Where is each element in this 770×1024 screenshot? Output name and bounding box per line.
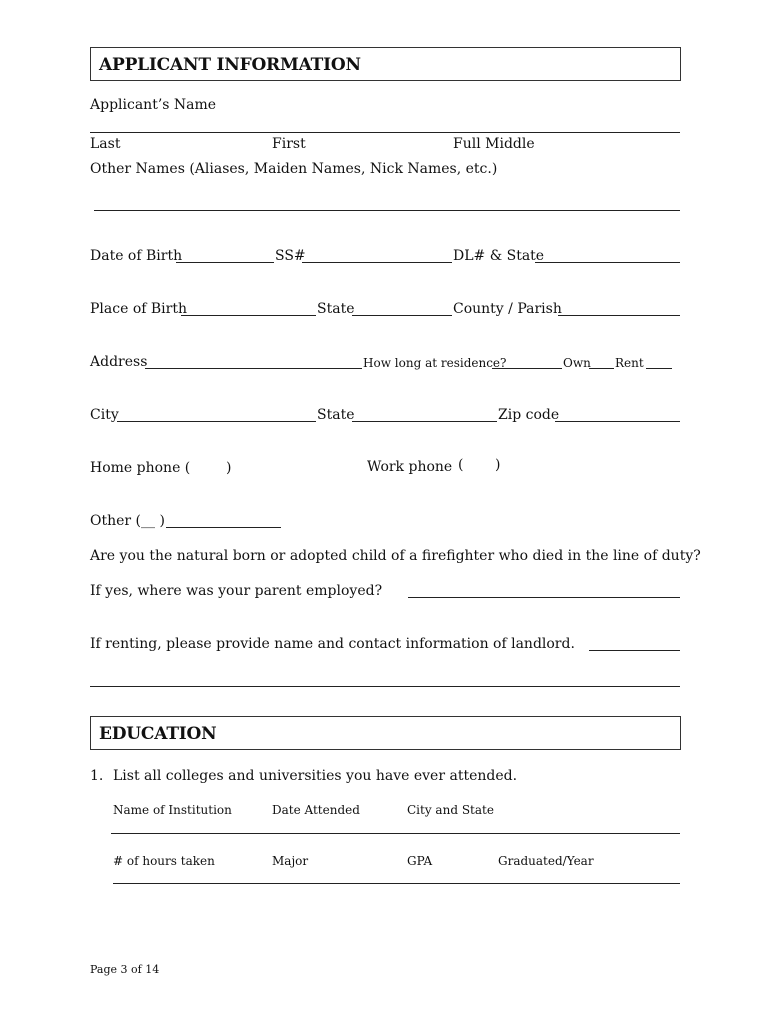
if-renting-label: If renting, please provide name and contact information of landlord.: [90, 636, 575, 652]
first-label: First: [272, 136, 306, 152]
other-names-label: Other Names (Aliases, Maiden Names, Nick Names, etc.): [90, 161, 498, 177]
education-row-line-1[interactable]: [111, 833, 680, 834]
dob-field[interactable]: [176, 262, 274, 263]
other-phone-label: Other (__ ): [90, 513, 165, 529]
state-field[interactable]: [352, 315, 452, 316]
parent-employer-field[interactable]: [408, 597, 680, 598]
if-yes-label: If yes, where was your parent employed?: [90, 583, 383, 599]
how-long-field[interactable]: [492, 368, 562, 369]
ss-label: SS#: [275, 248, 306, 264]
city-state-label: State: [317, 407, 355, 423]
work-phone-close: ): [495, 457, 501, 473]
city-state-field[interactable]: [352, 421, 497, 422]
work-phone-open: (: [458, 457, 464, 473]
city-field[interactable]: [117, 421, 316, 422]
col-date-attended: Date Attended: [272, 803, 360, 817]
rent-label: Rent: [615, 356, 644, 370]
applicant-info-header: [90, 47, 681, 81]
address-field[interactable]: [145, 368, 362, 369]
landlord-field-short[interactable]: [589, 650, 680, 651]
home-phone-close: ): [226, 460, 232, 476]
how-long-label: How long at residence?: [363, 356, 507, 370]
landlord-field-long[interactable]: [90, 686, 680, 687]
zip-field[interactable]: [555, 421, 680, 422]
page-number: Page 3 of 14: [90, 963, 160, 976]
place-of-birth-label: Place of Birth: [90, 301, 187, 317]
dl-field[interactable]: [535, 262, 680, 263]
education-header: [90, 716, 681, 750]
own-field[interactable]: [589, 368, 614, 369]
col-major: Major: [272, 854, 309, 868]
education-item-text: List all colleges and universities you have ever attended.: [113, 768, 518, 784]
dob-label: Date of Birth: [90, 248, 183, 264]
col-graduated: Graduated/Year: [498, 854, 594, 868]
dl-label: DL# & State: [453, 248, 545, 264]
education-title: EDUCATION: [99, 724, 217, 744]
state-label: State: [317, 301, 355, 317]
own-label: Own: [563, 356, 591, 370]
rent-field[interactable]: [646, 368, 672, 369]
col-hours: # of hours taken: [113, 854, 215, 868]
county-field[interactable]: [558, 315, 680, 316]
applicants-name-label: Applicant’s Name: [90, 97, 217, 113]
other-phone-field[interactable]: [166, 527, 281, 528]
home-phone-label: Home phone (: [90, 460, 191, 476]
work-phone-label: Work phone: [367, 459, 453, 475]
col-city-state: City and State: [407, 803, 494, 817]
county-label: County / Parish: [453, 301, 562, 317]
firefighter-question: Are you the natural born or adopted child of a firefighter who died in the line of duty?: [90, 548, 701, 564]
col-gpa: GPA: [407, 854, 433, 868]
col-institution: Name of Institution: [113, 803, 232, 817]
education-item-number: 1.: [90, 768, 104, 784]
other-names-line[interactable]: [94, 210, 680, 211]
applicant-info-title: APPLICANT INFORMATION: [99, 55, 361, 75]
city-label: City: [90, 407, 119, 423]
applicants-name-line[interactable]: [90, 132, 680, 133]
last-label: Last: [90, 136, 121, 152]
ss-field[interactable]: [302, 262, 452, 263]
address-label: Address: [90, 354, 148, 370]
education-row-line-2[interactable]: [113, 883, 680, 884]
place-of-birth-field[interactable]: [181, 315, 316, 316]
middle-label: Full Middle: [453, 136, 535, 152]
zip-label: Zip code: [498, 407, 560, 423]
